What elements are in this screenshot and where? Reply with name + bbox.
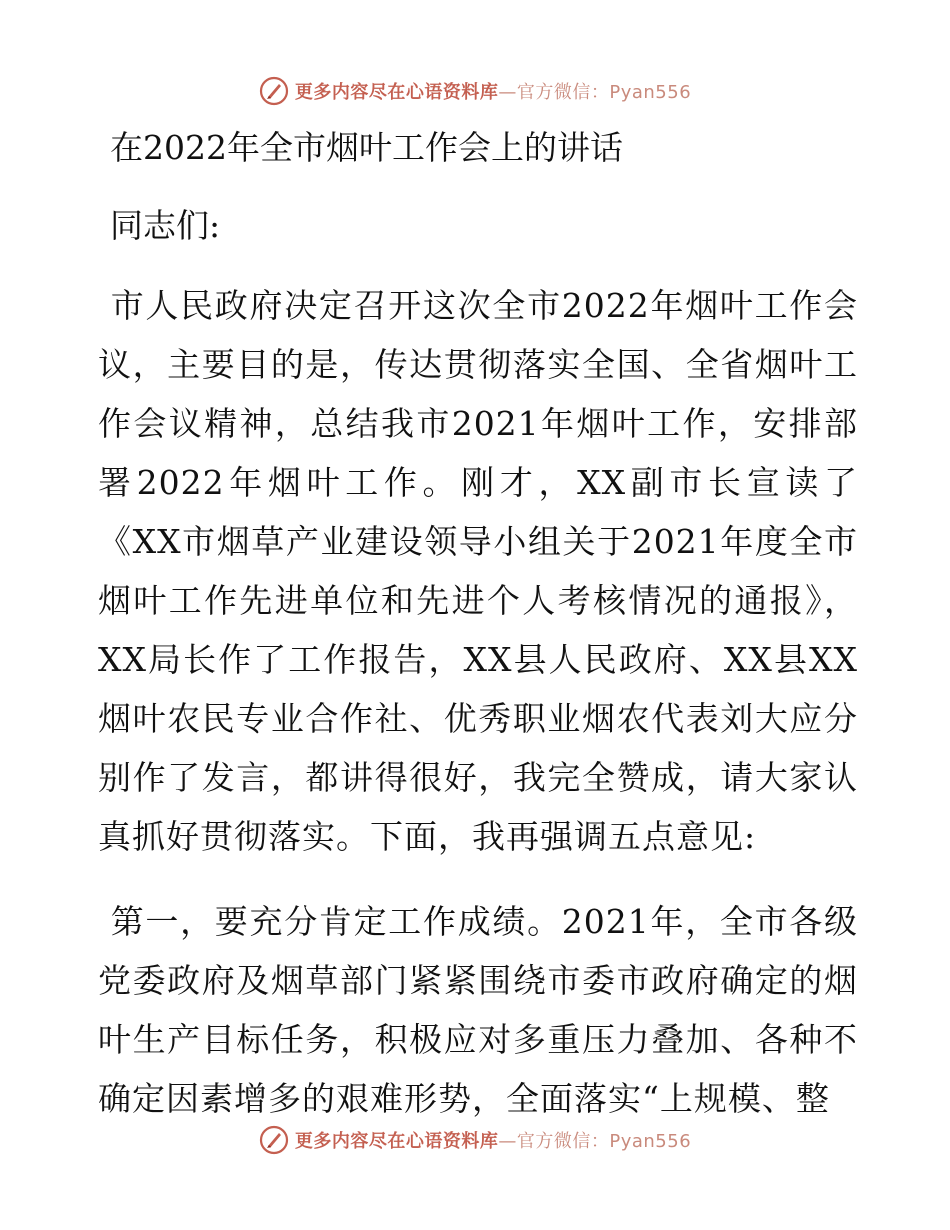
- document-body: [98, 120, 858, 1128]
- watermark-footer: [0, 1123, 950, 1157]
- salutation: 同志们:: [110, 206, 221, 245]
- paragraph-1: [98, 276, 858, 866]
- quill-pen-logo-icon: [259, 1125, 289, 1155]
- watermark-header: [0, 74, 950, 108]
- watermark-text: [295, 1127, 691, 1153]
- watermark-main-text: 更多内容尽在心语资料库: [294, 82, 499, 103]
- watermark-sub-text: —官方微信：Pyan556: [498, 1131, 692, 1152]
- paragraph-2-text: 第一，要充分肯定工作成绩。2021年，全市各级党委政府及烟草部门紧紧围绕市委市政府确定的烟叶生产目标任务，积极应对多重压力叠加、各种不确定因素增多的艰难形势，全面落实“上规模、整: [98, 902, 858, 1118]
- paragraph-2: [98, 892, 858, 1128]
- quill-pen-logo-icon: [259, 76, 289, 106]
- watermark-text: [295, 78, 691, 104]
- document-title: 在2022年全市烟叶工作会上的讲话: [110, 128, 623, 167]
- watermark-sub-text: —官方微信：Pyan556: [498, 82, 692, 103]
- paragraph-1-text: 市人民政府决定召开这次全市2022年烟叶工作会议，主要目的是，传达贯彻落实全国、全省烟叶工作会议精神，总结我市2021年烟叶工作，安排部署2022年烟叶工作。刚才，XX副市长宣读了《XX市烟草产业建设领导小组关于2021年度全市烟叶工作先进单位和先进个人考核情况的通报》，XX局长作了工作报告，XX县人民政府、XX县XX烟叶农民专业合作社、优秀职业烟农代表刘大应分别作了发言，都讲得很好，我完全赞成，请大家认真抓好贯彻落实。下面，我再强调五点意见:: [98, 286, 858, 856]
- watermark-main-text: 更多内容尽在心语资料库: [294, 1131, 499, 1152]
